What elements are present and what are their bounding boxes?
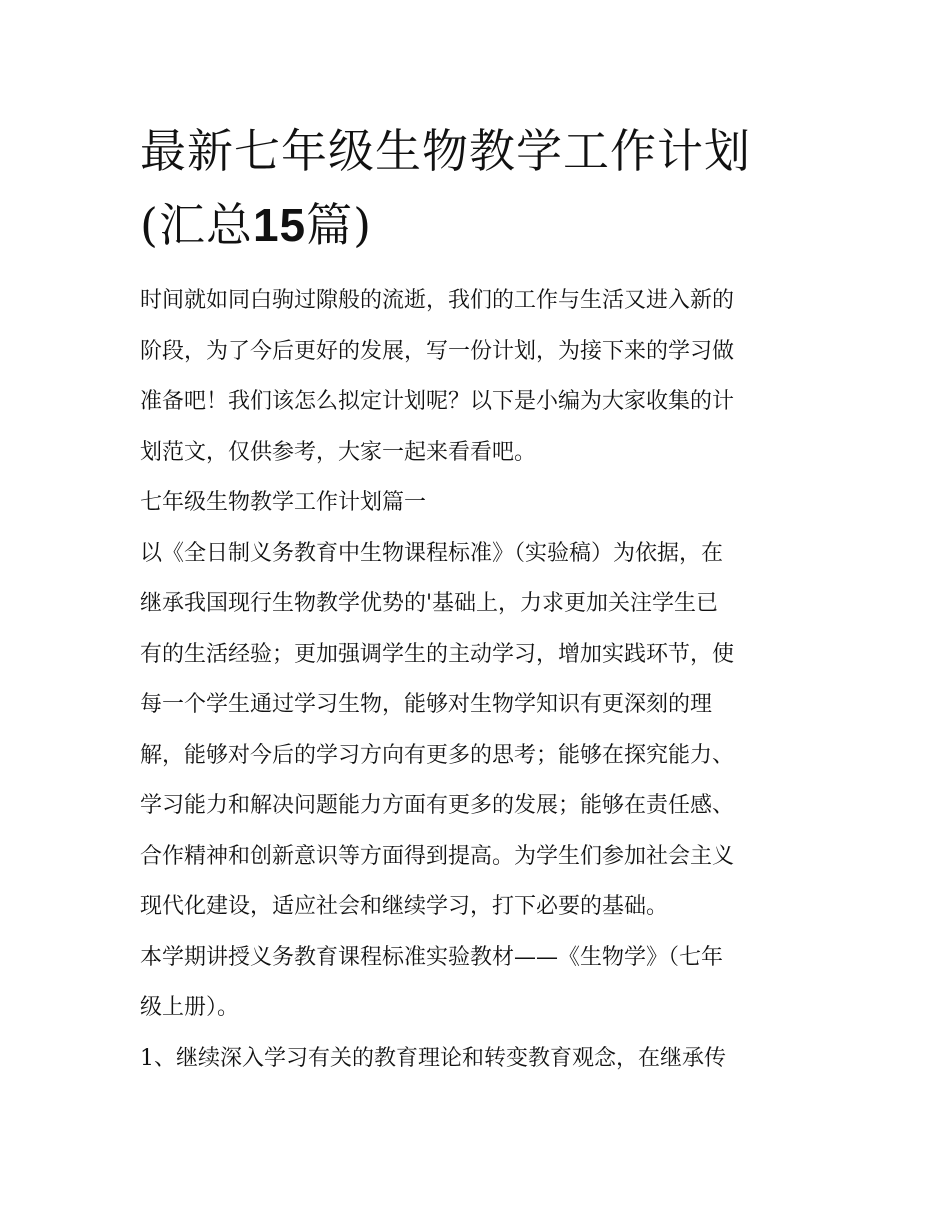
- title-line-1: [140, 114, 820, 188]
- text-line: 每一个学生通过学习生物，能够对生物学知识有更深刻的理: [140, 692, 713, 717]
- body-paragraph: [140, 933, 820, 1034]
- title-line-2-prefix: (汇总: [140, 198, 253, 252]
- text-line: 继承我国现行生物教学优势的'基础上，力求更加关注学生已: [140, 591, 719, 616]
- text-line: 时间就如同白驹过隙般的流逝，我们的工作与生活又进入新的: [140, 288, 735, 313]
- intro-paragraph: [140, 276, 820, 478]
- document-page: [140, 114, 820, 1084]
- text-line: 阶段，为了今后更好的发展，写一份计划，为接下来的学习做: [140, 338, 735, 364]
- title-line-1-text: 最新七年级生物教学工作计划: [140, 124, 751, 178]
- section-heading: [140, 478, 820, 529]
- text-line: 合作精神和创新意识等方面得到提高。为学生们参加社会主义: [140, 843, 735, 869]
- text-line: 1、继续深入学习有关的教育理论和转变教育观念，在继承传: [140, 1045, 726, 1071]
- section-heading-text: 七年级生物教学工作计划篇一: [140, 490, 427, 515]
- list-item: [140, 1034, 820, 1085]
- text-line: 解，能够对今后的学习方向有更多的思考；能够在探究能力、: [140, 742, 735, 768]
- text-line: 以《全日制义务教育中生物课程标准》（实验稿）为依据，在: [140, 540, 724, 566]
- title-line-2-number: 15: [252, 199, 307, 251]
- text-line: 本学期讲授义务教育课程标准实验教材——《生物学》（七年: [140, 944, 724, 970]
- text-line: 划范文，仅供参考，大家一起来看看吧。: [140, 439, 537, 465]
- text-line: 准备吧！我们该怎么拟定计划呢？以下是小编为大家收集的计: [140, 389, 735, 414]
- text-line: 有的生活经验；更加强调学生的主动学习，增加实践环节，使: [140, 641, 735, 667]
- title-line-2-suffix: 篇): [306, 198, 373, 252]
- text-line: 学习能力和解决问题能力方面有更多的发展；能够在责任感、: [140, 793, 735, 818]
- body-paragraph: [140, 529, 820, 933]
- text-line: 现代化建设，适应社会和继续学习，打下必要的基础。: [140, 894, 669, 919]
- title-line-2: [140, 188, 820, 262]
- text-line: 级上册）。: [140, 995, 240, 1020]
- document-title: [140, 114, 820, 262]
